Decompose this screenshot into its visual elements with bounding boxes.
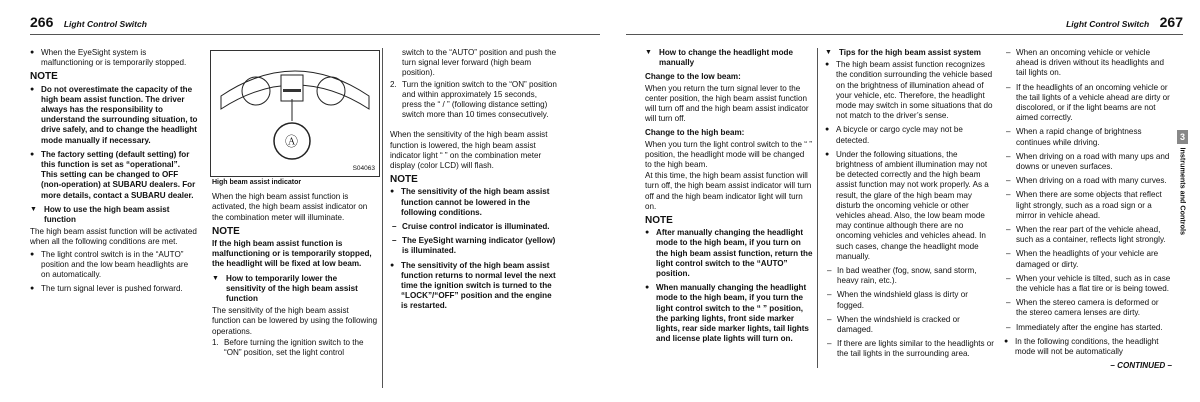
left-col-2	[212, 178, 378, 362]
step-2	[390, 80, 558, 121]
high-beam-assist-icon: Ⓐ	[285, 135, 299, 150]
chapter-side-text: Instruments and Controls	[1178, 147, 1188, 235]
paragraph: When you turn the light control switch to the “ ” position, the headlight mode will be changed to the high beam.	[645, 139, 812, 170]
step-text: Turn the ignition switch to the “ON” position and within approximately 15 seconds, press the “ / ” (following distance setting) switch more than 10 times consecutively.	[402, 79, 557, 120]
list-subitem: – If there are lights similar to the headlights or the tail lights in the surrounding area.	[825, 339, 995, 359]
step-number: 1.	[212, 337, 219, 347]
figure-caption: High beam assist indicator	[212, 179, 302, 186]
list-item: ● When manually changing the headlight mode to the high beam, if you turn the light control switch to the “ ” position, the parking lights, front side marker lights, rear side marker lights, tail lights and license plate lights will turn on.	[645, 283, 813, 344]
paragraph: When you return the turn signal lever to the center position, the high beam assist function will turn off and the high beam assist indicator will turn off.	[645, 83, 809, 124]
list-subitem: – When the windshield glass is dirty or fogged.	[825, 290, 995, 310]
list-item: ● Under the following situations, the brightness of ambient illumination may not be detected correctly and the high beam assist function may not work properly. As a result, the glare of the high beam may disturb the oncoming vehicle or other vehicles ahead. Also, the low beam mode may continue although there are no oncoming vehicles and vehicles ahead. In such cases, change the headlight mode manually.	[825, 150, 995, 262]
list-item: ● Do not overestimate the capacity of the high beam assist function. The driver always has the responsibility to understand the surrounding situation, to drive safely, and to change the headlight mode manually if necessary.	[30, 85, 198, 146]
list-item: ● In the following conditions, the headlight mode will not be automatically	[1004, 337, 1172, 357]
left-col-3	[390, 48, 558, 316]
indicator-figure	[210, 50, 380, 177]
right-col-2	[825, 48, 995, 364]
left-header-title: Light Control Switch	[63, 19, 147, 29]
paragraph: The sensitivity of the high beam assist function can be lowered by using the following operations.	[212, 306, 378, 336]
list-subitem: – When a rapid change of brightness continues while driving.	[1004, 127, 1172, 147]
list-subitem: – When your vehicle is tilted, such as in case the vehicle has a flat tire or is being towed.	[1004, 274, 1172, 294]
subheading: Change to the high beam:	[645, 128, 745, 138]
list-subitem: – When the headlights of your vehicle are damaged or dirty.	[1004, 249, 1172, 269]
note-title: NOTE	[30, 71, 58, 83]
list-item: ● When the EyeSight system is malfunctioning or is temporarily stopped.	[30, 48, 198, 68]
column-divider	[817, 48, 818, 368]
column-divider	[382, 48, 383, 388]
left-header	[30, 14, 600, 35]
list-item: ● The factory setting (default setting) for this function is set as “operational”. This setting can be changed to OFF (non-operation) at SUBARU dealers. For more details, contact a SUBARU dealer.	[30, 150, 198, 201]
note-title: NOTE	[645, 215, 673, 227]
list-item: ● The light control switch is in the “AUTO” position and the low beam headlights are on automatically.	[30, 250, 198, 281]
list-subitem: – When there are some objects that reflect light strongly, such as a road sign or a mirror in vehicle ahead.	[1004, 190, 1172, 221]
paragraph: At this time, the high beam assist function will turn off, the high beam assist indicator will turn off and the high beam indicator light will turn on.	[645, 171, 812, 211]
note-text: If the high beam assist function is malfunctioning or is temporarily stopped, the headlight will be fixed at low beam.	[212, 239, 372, 269]
chapter-tab: 3	[1177, 130, 1188, 144]
list-item: ● After manually changing the headlight mode to the high beam, if you turn on the high beam assist function, return the light control switch to the “AUTO” position.	[645, 228, 813, 279]
list-subitem: – When driving on a road with many curves.	[1004, 176, 1172, 186]
paragraph: switch to the “AUTO” position and push the turn signal lever forward (high beam position).	[402, 48, 557, 78]
dashboard-illustration	[211, 51, 379, 176]
list-subitem: – Cruise control indicator is illuminated.	[390, 222, 558, 232]
list-subitem: – If the headlights of an oncoming vehicle or the tail lights of a vehicle ahead are dirty or discolored, or if the light beams are not aimed correctly.	[1004, 83, 1172, 124]
list-subitem: – When the stereo camera is deformed or the stereo camera lenses are dirty.	[1004, 298, 1172, 318]
right-header	[626, 14, 1183, 35]
step-text: Before turning the ignition switch to the “ON” position, set the light control	[224, 337, 364, 358]
list-subitem: – Immediately after the engine has started.	[1004, 323, 1172, 333]
note-title: NOTE	[212, 225, 240, 237]
paragraph: The high beam assist function will be activated when all the following conditions are met.	[30, 227, 197, 247]
section-title: ▼ How to temporarily lower the sensitivity of the high beam assist function	[212, 274, 378, 305]
list-subitem: – In bad weather (fog, snow, sand storm, heavy rain, etc.).	[825, 266, 995, 286]
list-item: ● The sensitivity of the high beam assist function returns to normal level the next time the ignition switch is turned to the “LOCK”/“OFF” position and the engine is restarted.	[390, 261, 558, 312]
right-col-1	[645, 48, 813, 348]
right-col-3	[1004, 48, 1172, 375]
note-title: NOTE	[390, 174, 418, 186]
list-item: ● A bicycle or cargo cycle may not be detected.	[825, 125, 995, 145]
right-page-number: 267	[1159, 14, 1183, 30]
section-title: ▼ How to use the high beam assist function	[30, 205, 198, 225]
list-subitem: – The EyeSight warning indicator (yellow) is illuminated.	[390, 236, 558, 256]
list-item: ● The high beam assist function recognizes the condition surrounding the vehicle based on the brightness of illumination ahead of your vehicle, etc. Therefore, the headlight mode may switch in some situations that do not match to the driver’s sense.	[825, 60, 995, 121]
step-number: 2.	[390, 79, 397, 89]
section-title: ▼ How to change the headlight mode manually	[645, 48, 813, 68]
subheading: Change to the low beam:	[645, 72, 741, 82]
list-item: ● The turn signal lever is pushed forward.	[30, 284, 198, 294]
paragraph: When the sensitivity of the high beam assist function is lowered, the high beam assist indicator light “ ” on the combination meter display (color LCD) will flash.	[390, 130, 548, 171]
figure-code: S04063	[352, 165, 375, 172]
list-item: ● The sensitivity of the high beam assist function cannot be lowered in the following conditions.	[390, 187, 558, 218]
list-subitem: – When the rear part of the vehicle ahead, such as a container, reflects light strongly.	[1004, 225, 1172, 245]
step-1	[212, 338, 378, 358]
left-page-number: 266	[30, 14, 54, 30]
continued-label: – CONTINUED –	[1110, 361, 1172, 371]
list-subitem: – When an oncoming vehicle or vehicle ahead is driven without its headlights and tail lights on.	[1004, 48, 1172, 79]
right-header-title: Light Control Switch	[1066, 19, 1150, 29]
chapter-side-label	[1178, 148, 1188, 278]
list-subitem: – When the windshield is cracked or damaged.	[825, 315, 995, 335]
list-subitem: – When driving on a road with many ups and downs or uneven surfaces.	[1004, 152, 1172, 172]
paragraph: When the high beam assist function is activated, the high beam assist indicator on the combination meter will illuminate.	[212, 192, 368, 222]
left-col-1	[30, 48, 198, 298]
section-title: ▼ Tips for the high beam assist system	[825, 48, 995, 58]
